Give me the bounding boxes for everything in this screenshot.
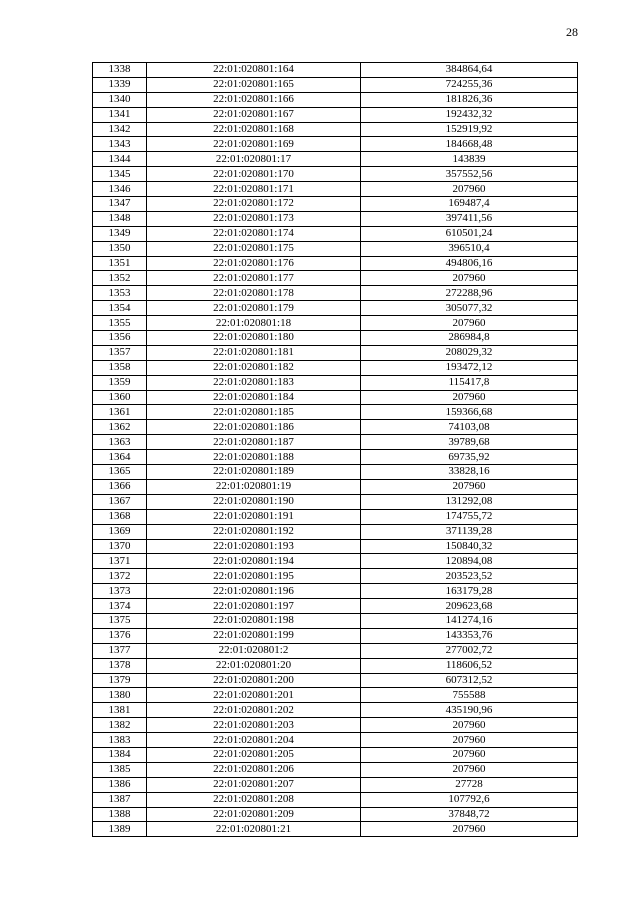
- value-cell: 207960: [361, 747, 578, 762]
- row-number-cell: 1377: [93, 643, 147, 658]
- cadastral-number-cell: 22:01:020801:178: [147, 286, 361, 301]
- value-cell: 286984,8: [361, 331, 578, 346]
- value-cell: 371139,28: [361, 524, 578, 539]
- value-cell: 152919,92: [361, 122, 578, 137]
- table-row: [93, 77, 578, 92]
- value-cell: 494806,16: [361, 256, 578, 271]
- value-cell: 203523,52: [361, 569, 578, 584]
- value-cell: 209623,68: [361, 599, 578, 614]
- value-cell: 143353,76: [361, 628, 578, 643]
- value-cell: 33828,16: [361, 465, 578, 480]
- row-number-cell: 1354: [93, 301, 147, 316]
- value-cell: 118606,52: [361, 658, 578, 673]
- value-cell: 27728: [361, 777, 578, 792]
- cadastral-number-cell: 22:01:020801:202: [147, 703, 361, 718]
- cadastral-number-cell: 22:01:020801:199: [147, 628, 361, 643]
- row-number-cell: 1375: [93, 613, 147, 628]
- table-row: [93, 345, 578, 360]
- row-number-cell: 1348: [93, 211, 147, 226]
- row-number-cell: 1370: [93, 539, 147, 554]
- row-number-cell: 1346: [93, 182, 147, 197]
- cadastral-number-cell: 22:01:020801:18: [147, 316, 361, 331]
- row-number-cell: 1343: [93, 137, 147, 152]
- row-number-cell: 1383: [93, 733, 147, 748]
- row-number-cell: 1388: [93, 807, 147, 822]
- table-row: [93, 762, 578, 777]
- table-row: [93, 197, 578, 212]
- cadastral-number-cell: 22:01:020801:207: [147, 777, 361, 792]
- table-row: [93, 390, 578, 405]
- value-cell: 396510,4: [361, 241, 578, 256]
- value-cell: 184668,48: [361, 137, 578, 152]
- value-cell: 357552,56: [361, 167, 578, 182]
- table-row: [93, 479, 578, 494]
- row-number-cell: 1389: [93, 822, 147, 837]
- cadastral-number-cell: 22:01:020801:2: [147, 643, 361, 658]
- value-cell: 69735,92: [361, 450, 578, 465]
- value-cell: 207960: [361, 479, 578, 494]
- cadastral-number-cell: 22:01:020801:203: [147, 718, 361, 733]
- cadastral-number-cell: 22:01:020801:188: [147, 450, 361, 465]
- table-row: [93, 539, 578, 554]
- table-row: [93, 375, 578, 390]
- table-row: [93, 241, 578, 256]
- cadastral-number-cell: 22:01:020801:171: [147, 182, 361, 197]
- cadastral-number-cell: 22:01:020801:186: [147, 420, 361, 435]
- table-row: [93, 524, 578, 539]
- table-row: [93, 792, 578, 807]
- cadastral-number-cell: 22:01:020801:183: [147, 375, 361, 390]
- cadastral-number-cell: 22:01:020801:182: [147, 360, 361, 375]
- row-number-cell: 1385: [93, 762, 147, 777]
- cadastral-number-cell: 22:01:020801:175: [147, 241, 361, 256]
- cadastral-number-cell: 22:01:020801:180: [147, 331, 361, 346]
- value-cell: 607312,52: [361, 673, 578, 688]
- cadastral-number-cell: 22:01:020801:196: [147, 584, 361, 599]
- table-row: [93, 301, 578, 316]
- cadastral-number-cell: 22:01:020801:181: [147, 345, 361, 360]
- value-cell: 207960: [361, 390, 578, 405]
- row-number-cell: 1368: [93, 509, 147, 524]
- value-cell: 74103,08: [361, 420, 578, 435]
- table-row: [93, 331, 578, 346]
- cadastral-number-cell: 22:01:020801:194: [147, 554, 361, 569]
- value-cell: 397411,56: [361, 211, 578, 226]
- row-number-cell: 1361: [93, 405, 147, 420]
- value-cell: 39789,68: [361, 435, 578, 450]
- row-number-cell: 1378: [93, 658, 147, 673]
- row-number-cell: 1374: [93, 599, 147, 614]
- row-number-cell: 1353: [93, 286, 147, 301]
- table-row: [93, 137, 578, 152]
- table-row: [93, 822, 578, 837]
- cadastral-number-cell: 22:01:020801:185: [147, 405, 361, 420]
- table-row: [93, 613, 578, 628]
- table-row: [93, 509, 578, 524]
- row-number-cell: 1387: [93, 792, 147, 807]
- table-row: [93, 703, 578, 718]
- cadastral-number-cell: 22:01:020801:201: [147, 688, 361, 703]
- table-row: [93, 554, 578, 569]
- cadastral-number-cell: 22:01:020801:17: [147, 152, 361, 167]
- row-number-cell: 1371: [93, 554, 147, 569]
- table-row: [93, 286, 578, 301]
- table-row: [93, 226, 578, 241]
- row-number-cell: 1365: [93, 465, 147, 480]
- table-row: [93, 405, 578, 420]
- cadastral-number-cell: 22:01:020801:197: [147, 599, 361, 614]
- row-number-cell: 1381: [93, 703, 147, 718]
- row-number-cell: 1344: [93, 152, 147, 167]
- value-cell: 207960: [361, 718, 578, 733]
- cadastral-number-cell: 22:01:020801:174: [147, 226, 361, 241]
- value-cell: 435190,96: [361, 703, 578, 718]
- table-row: [93, 569, 578, 584]
- table-row: [93, 167, 578, 182]
- table-row: [93, 182, 578, 197]
- cadastral-number-cell: 22:01:020801:206: [147, 762, 361, 777]
- cadastral-number-cell: 22:01:020801:177: [147, 271, 361, 286]
- value-cell: 207960: [361, 182, 578, 197]
- cadastral-number-cell: 22:01:020801:198: [147, 613, 361, 628]
- table-row: [93, 435, 578, 450]
- table-row: [93, 316, 578, 331]
- row-number-cell: 1338: [93, 63, 147, 78]
- table-row: [93, 628, 578, 643]
- row-number-cell: 1358: [93, 360, 147, 375]
- table-row: [93, 152, 578, 167]
- cadastral-number-cell: 22:01:020801:172: [147, 197, 361, 212]
- row-number-cell: 1373: [93, 584, 147, 599]
- value-cell: 37848,72: [361, 807, 578, 822]
- table-row: [93, 599, 578, 614]
- value-cell: 755588: [361, 688, 578, 703]
- value-cell: 193472,12: [361, 360, 578, 375]
- row-number-cell: 1359: [93, 375, 147, 390]
- table-row: [93, 465, 578, 480]
- row-number-cell: 1364: [93, 450, 147, 465]
- cadastral-number-cell: 22:01:020801:164: [147, 63, 361, 78]
- row-number-cell: 1376: [93, 628, 147, 643]
- row-number-cell: 1363: [93, 435, 147, 450]
- value-cell: 384864,64: [361, 63, 578, 78]
- value-cell: 207960: [361, 733, 578, 748]
- cadastral-number-cell: 22:01:020801:170: [147, 167, 361, 182]
- table-row: [93, 718, 578, 733]
- cadastral-number-cell: 22:01:020801:21: [147, 822, 361, 837]
- table-row: [93, 256, 578, 271]
- row-number-cell: 1340: [93, 92, 147, 107]
- cadastral-number-cell: 22:01:020801:190: [147, 494, 361, 509]
- row-number-cell: 1382: [93, 718, 147, 733]
- row-number-cell: 1366: [93, 479, 147, 494]
- cadastral-number-cell: 22:01:020801:191: [147, 509, 361, 524]
- table-row: [93, 658, 578, 673]
- cadastral-number-cell: 22:01:020801:176: [147, 256, 361, 271]
- cadastral-number-cell: 22:01:020801:209: [147, 807, 361, 822]
- cadastral-number-cell: 22:01:020801:192: [147, 524, 361, 539]
- table-row: [93, 777, 578, 792]
- cadastral-number-cell: 22:01:020801:167: [147, 107, 361, 122]
- value-cell: 115417,8: [361, 375, 578, 390]
- table-row: [93, 584, 578, 599]
- cadastral-number-cell: 22:01:020801:19: [147, 479, 361, 494]
- value-cell: 131292,08: [361, 494, 578, 509]
- value-cell: 150840,32: [361, 539, 578, 554]
- value-cell: 207960: [361, 762, 578, 777]
- cadastral-number-cell: 22:01:020801:187: [147, 435, 361, 450]
- row-number-cell: 1380: [93, 688, 147, 703]
- row-number-cell: 1367: [93, 494, 147, 509]
- cadastral-number-cell: 22:01:020801:166: [147, 92, 361, 107]
- table-row: [93, 122, 578, 137]
- row-number-cell: 1349: [93, 226, 147, 241]
- value-cell: 207960: [361, 271, 578, 286]
- table-row: [93, 271, 578, 286]
- row-number-cell: 1341: [93, 107, 147, 122]
- row-number-cell: 1345: [93, 167, 147, 182]
- row-number-cell: 1386: [93, 777, 147, 792]
- value-cell: 107792,6: [361, 792, 578, 807]
- row-number-cell: 1356: [93, 331, 147, 346]
- value-cell: 724255,36: [361, 77, 578, 92]
- value-cell: 208029,32: [361, 345, 578, 360]
- cadastral-number-cell: 22:01:020801:195: [147, 569, 361, 584]
- table-row: [93, 360, 578, 375]
- cadastral-number-cell: 22:01:020801:169: [147, 137, 361, 152]
- cadastral-number-cell: 22:01:020801:173: [147, 211, 361, 226]
- table-row: [93, 733, 578, 748]
- table-row: [93, 747, 578, 762]
- value-cell: 159366,68: [361, 405, 578, 420]
- row-number-cell: 1347: [93, 197, 147, 212]
- cadastral-number-cell: 22:01:020801:165: [147, 77, 361, 92]
- row-number-cell: 1369: [93, 524, 147, 539]
- value-cell: 141274,16: [361, 613, 578, 628]
- value-cell: 120894,08: [361, 554, 578, 569]
- row-number-cell: 1351: [93, 256, 147, 271]
- value-cell: 192432,32: [361, 107, 578, 122]
- value-cell: 277002,72: [361, 643, 578, 658]
- cadastral-number-cell: 22:01:020801:179: [147, 301, 361, 316]
- table-row: [93, 643, 578, 658]
- cadastral-number-cell: 22:01:020801:193: [147, 539, 361, 554]
- row-number-cell: 1339: [93, 77, 147, 92]
- row-number-cell: 1352: [93, 271, 147, 286]
- row-number-cell: 1379: [93, 673, 147, 688]
- page-number: 28: [566, 25, 578, 39]
- value-cell: 143839: [361, 152, 578, 167]
- row-number-cell: 1372: [93, 569, 147, 584]
- value-cell: 207960: [361, 822, 578, 837]
- table-row: [93, 494, 578, 509]
- table-row: [93, 63, 578, 78]
- value-cell: 272288,96: [361, 286, 578, 301]
- cadastral-number-cell: 22:01:020801:189: [147, 465, 361, 480]
- table-row: [93, 107, 578, 122]
- value-cell: 174755,72: [361, 509, 578, 524]
- table-row: [93, 211, 578, 226]
- cadastral-number-cell: 22:01:020801:168: [147, 122, 361, 137]
- row-number-cell: 1384: [93, 747, 147, 762]
- value-cell: 207960: [361, 316, 578, 331]
- table-row: [93, 450, 578, 465]
- row-number-cell: 1362: [93, 420, 147, 435]
- value-cell: 163179,28: [361, 584, 578, 599]
- row-number-cell: 1357: [93, 345, 147, 360]
- cadastral-value-table: [92, 62, 578, 837]
- table-row: [93, 673, 578, 688]
- row-number-cell: 1360: [93, 390, 147, 405]
- row-number-cell: 1342: [93, 122, 147, 137]
- cadastral-number-cell: 22:01:020801:208: [147, 792, 361, 807]
- cadastral-number-cell: 22:01:020801:205: [147, 747, 361, 762]
- cadastral-number-cell: 22:01:020801:200: [147, 673, 361, 688]
- value-cell: 305077,32: [361, 301, 578, 316]
- table-row: [93, 688, 578, 703]
- table-row: [93, 807, 578, 822]
- cadastral-number-cell: 22:01:020801:204: [147, 733, 361, 748]
- cadastral-number-cell: 22:01:020801:184: [147, 390, 361, 405]
- value-cell: 181826,36: [361, 92, 578, 107]
- row-number-cell: 1350: [93, 241, 147, 256]
- table-body: [93, 63, 578, 837]
- table-row: [93, 420, 578, 435]
- value-cell: 169487,4: [361, 197, 578, 212]
- row-number-cell: 1355: [93, 316, 147, 331]
- table-row: [93, 92, 578, 107]
- cadastral-number-cell: 22:01:020801:20: [147, 658, 361, 673]
- value-cell: 610501,24: [361, 226, 578, 241]
